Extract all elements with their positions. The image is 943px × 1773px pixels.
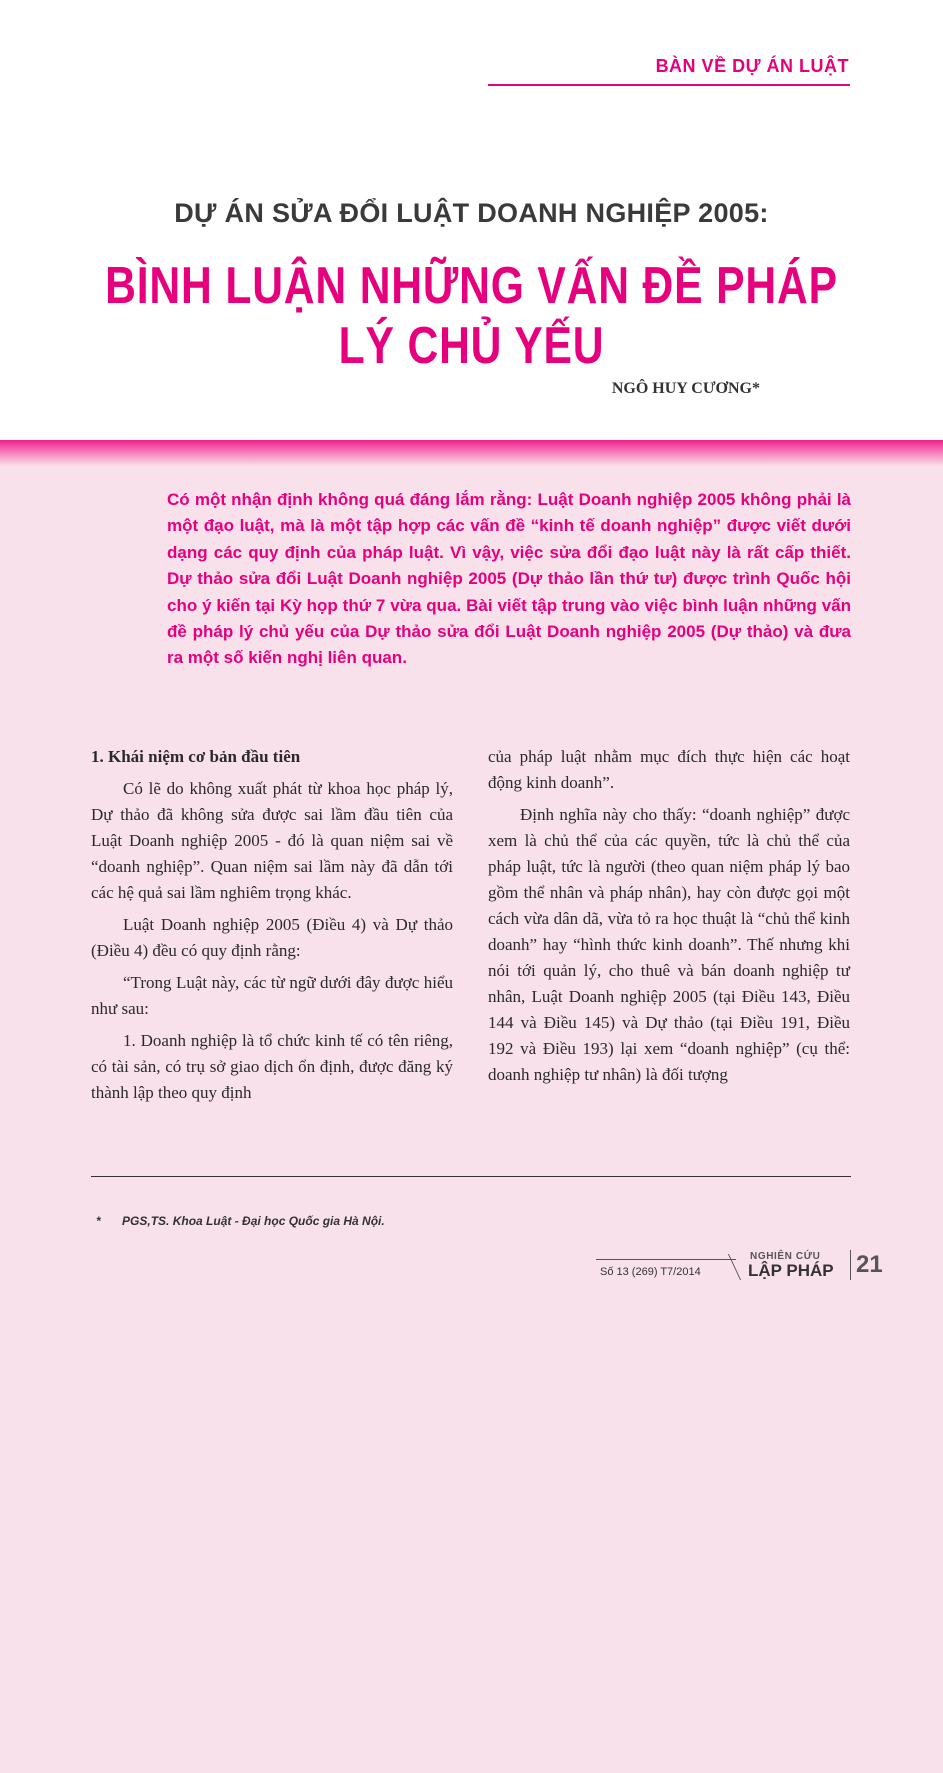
footnote-rule [91,1176,851,1177]
journal-name-small: NGHIÊN CỨU [750,1251,821,1262]
paragraph: 1. Doanh nghiệp là tổ chức kinh tế có tên riêng, có tài sản, có trụ sở giao dịch ổn định, được đăng ký thành lập theo quy định [91,1031,453,1102]
footer-rule [596,1259,736,1260]
page-footer [596,1248,886,1288]
footnote [96,1214,385,1228]
paragraph: Định nghĩa này cho thấy: “doanh nghiệp” được xem là chủ thể của các quyền, tức là chủ thể của pháp luật, tức là người (theo quan niệm pháp lý bao gồm thể nhân và pháp nhân), hay còn được gọi một cách vừa dân dã, vừa tỏ ra học thuật là “chủ thể kinh doanh” hay “hình thức kinh doanh”. Thế nhưng khi nói tới quản lý, cho thuê và bán doanh nghiệp tư nhân, Luật Doanh nghiệp 2005 (tại Điều 143, Điều 144 và Điều 145) và Dự thảo (tại Điều 191, Điều 192 và Điều 193) lại xem “doanh nghiệp” (cụ thể: doanh nghiệp tư nhân) là đối tượng [488,805,850,1084]
article-title-line1: DỰ ÁN SỬA ĐỔI LUẬT DOANH NGHIỆP 2005: [174,198,769,228]
footnote-text: PGS,TS. Khoa Luật - Đại học Quốc gia Hà Nội. [122,1214,385,1228]
issue-label: Số 13 (269) T7/2014 [600,1266,701,1278]
page-number-separator [850,1250,851,1280]
section-heading: 1. Khái niệm cơ bản đầu tiên [91,747,301,766]
paragraph: “Trong Luật này, các từ ngữ dưới đây được hiểu như sau: [91,973,453,1018]
article-title-line2: BÌNH LUẬN NHỮNG VẤN ĐỀ PHÁP LÝ CHỦ YẾU [105,257,838,375]
article-abstract: Có một nhận định không quá đáng lắm rằng: Luật Doanh nghiệp 2005 không phải là một đạo luật, mà là một tập hợp các vấn đề “kinh tế doanh nghiệp” được viết dưới dạng các quy định của pháp luật. Vì vậy, việc sửa đổi đạo luật này là rất cấp thiết. Dự thảo sửa đổi Luật Doanh nghiệp 2005 (Dự thảo lần thứ tư) được trình Quốc hội cho ý kiến tại Kỳ họp thứ 7 vừa qua. Bài viết tập trung vào việc bình luận những vấn đề pháp lý chủ yếu của Dự thảo sửa đổi Luật Doanh nghiệp 2005 (Dự thảo) và đưa ra một số kiến nghị liên quan. [167,490,851,668]
paragraph: của pháp luật nhằm mục đích thực hiện các hoạt động kinh doanh”. [488,747,850,792]
footnote-marker: * [96,1214,101,1228]
page-number: 21 [856,1251,883,1278]
paragraph: Có lẽ do không xuất phát từ khoa học pháp lý, Dự thảo đã không sửa được sai lầm đầu tiên của Luật Doanh nghiệp 2005 - đó là quan niệm sai về “doanh nghiệp”. Quan niệm sai lầm này đã dẫn tới các hệ quả sai lầm nghiêm trọng khác. [91,779,453,902]
author-name: NGÔ HUY CƯƠNG* [611,380,760,397]
section-tag-rule [488,84,850,86]
body-column-right [488,744,850,1094]
journal-name-large: LẬP PHÁP [748,1261,834,1280]
body-column-left [91,744,453,1112]
abstract-band-gradient [0,440,943,466]
section-tag: BÀN VỀ DỰ ÁN LUẬT [655,56,849,76]
paragraph: Luật Doanh nghiệp 2005 (Điều 4) và Dự thảo (Điều 4) đều có quy định rằng: [91,915,453,960]
